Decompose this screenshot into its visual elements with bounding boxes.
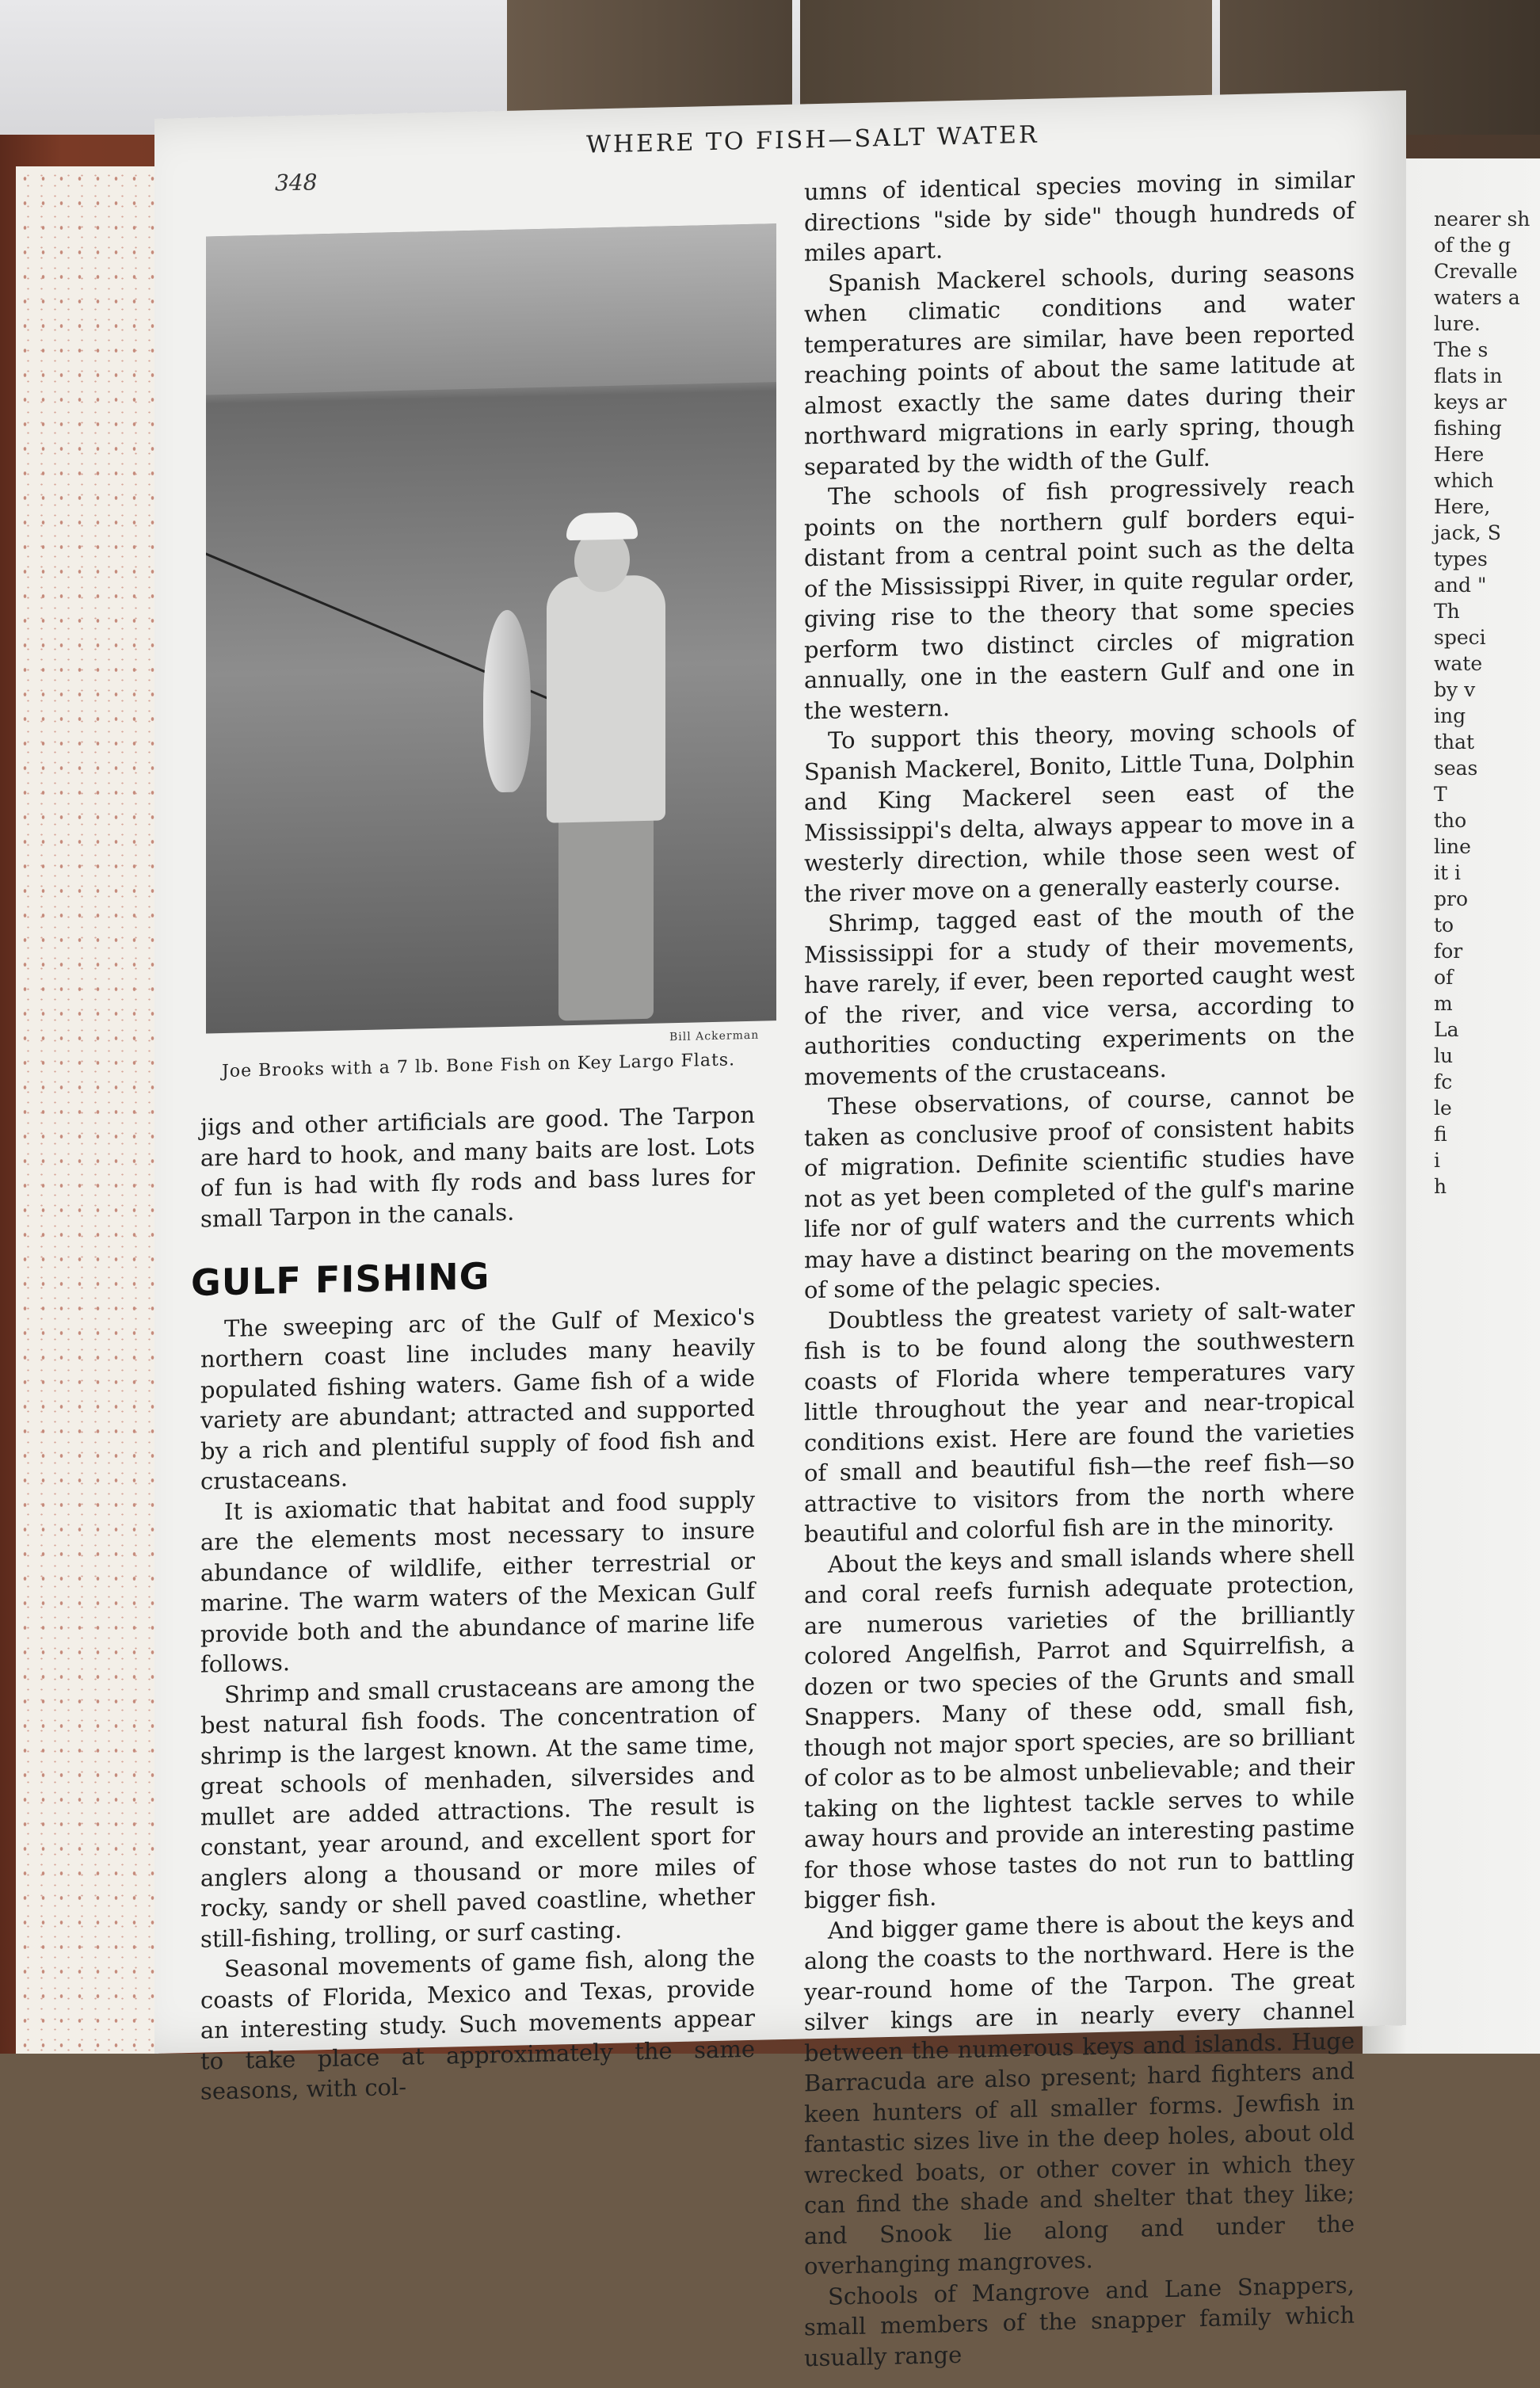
facing-page-line: and " — [1434, 574, 1487, 597]
speckled-page-edge — [16, 166, 158, 2054]
facing-page-line: Th — [1434, 600, 1460, 623]
facing-page-line: fc — [1434, 1070, 1453, 1093]
facing-page-line: that — [1434, 731, 1475, 753]
facing-page-line: it i — [1434, 861, 1461, 884]
facing-page-line: to — [1434, 914, 1454, 937]
facing-page-line: The s — [1434, 338, 1489, 361]
right-column — [804, 165, 1355, 2374]
facing-page-line: which — [1434, 469, 1494, 492]
facing-page-line: jack, S — [1434, 521, 1501, 544]
paragraph: Seasonal movements of game fish, along the coasts of Florida, Mexico and Texas, provide an interesting study. Such movements appear to take place at approximately the same seasons, with col- — [200, 1943, 755, 2105]
facing-page-line: fi — [1434, 1123, 1447, 1146]
facing-page-line: pro — [1434, 887, 1469, 910]
facing-page-line: Here — [1434, 443, 1485, 466]
paragraph: Shrimp and small crustaceans are among the best natural fish foods. The concentration of shrimp is the largest known. At the same time, great schools of menhaden, silversides and mullet are added attractions. The result is constant, year around, and excellent sport for anglers along a thousand or more miles of rocky, sandy or shell paved coastline, whether still-fishing, trolling, or surf casting. — [200, 1669, 755, 1953]
photograph — [206, 223, 776, 1033]
continued-paragraph: umns of identical species moving in similar directions "side by side" though hundreds of miles apart. — [804, 166, 1355, 267]
bonefish — [483, 609, 531, 792]
facing-page-line: nearer sh — [1434, 208, 1530, 231]
paragraph: These observations, of course, cannot be taken as conclusive proof of consistent habits of migration. Definite scientific studies have not as yet been completed of the gulf's marine life nor of gulf waters and the currents which may have a distinct bearing on the movements of some of the pelagic species. — [804, 1081, 1355, 1304]
running-head: WHERE TO FISH—SALT WATER — [586, 120, 1039, 159]
facing-page-text — [1434, 206, 1540, 1200]
facing-page-line: by v — [1434, 678, 1476, 701]
photo-sky — [206, 223, 776, 395]
facing-page-line: T — [1434, 783, 1447, 806]
angler-waders — [558, 813, 654, 1021]
facing-page-line: of the g — [1434, 234, 1511, 257]
paragraph: Shrimp, tagged east of the mouth of the Mississippi for a study of their movements, have rarely, if ever, been reported caught west of the river, and vice versa, according to authorities conducting experiments on the movements of the crustaceans. — [804, 898, 1355, 1090]
photo-caption: Joe Brooks with a 7 lb. Bone Fish on Key Largo Flats. — [222, 1050, 736, 1082]
facing-page-line: lu — [1434, 1044, 1454, 1067]
facing-page-line: keys ar — [1434, 391, 1507, 414]
angler-cap — [566, 512, 638, 540]
continued-paragraph: jigs and other artificials are good. The Tarpon are hard to hook, and many baits are lost. Lots of fun is had with fly rods and bass lures for small Tarpon in the canals. — [200, 1101, 755, 1233]
facing-page-line: types — [1434, 547, 1488, 570]
facing-page-line: h — [1434, 1175, 1447, 1198]
facing-page-line: lure. — [1434, 312, 1481, 335]
paragraph: To support this theory, moving schools of Spanish Mackerel, Bonito, Little Tuna, Dolphin and King Mackerel seen east of the Mississippi's delta, always appear to move in a westerly direction, while those seen west of the river move on a generally easterly course. — [804, 715, 1355, 907]
facing-page-line: Crevalle — [1434, 260, 1518, 283]
facing-page-line: m — [1434, 992, 1453, 1015]
facing-page-line: ing — [1434, 704, 1466, 727]
paragraph: Doubtless the greatest variety of salt-water fish is to be found along the southwestern coasts of Florida where temperatures vary little throughout the year and near-tropical conditions exist. Here are found the varieties of small and beautiful fish—the reef fish—so attractive to visitors from the north where beautiful and colorful fish are in the minority. — [804, 1295, 1355, 1548]
facing-page-line: La — [1434, 1018, 1459, 1041]
facing-page-line: tho — [1434, 809, 1467, 832]
angler-body — [547, 574, 665, 822]
paragraph: It is axiomatic that habitat and food supply are the elements most necessary to insure abundance of wildlife, either terrestrial or marine. The warm waters of the Mexican Gulf provide both and the abundance of marine life follows. — [200, 1486, 755, 1678]
facing-page-line: seas — [1434, 757, 1478, 780]
facing-page-line: waters a — [1434, 286, 1520, 309]
facing-page-line: of — [1434, 966, 1454, 989]
paragraph: The schools of fish progressively reach points on the northern gulf borders equi-distant from a central point such as the delta of the Mississippi River, in quite regular order, giving rise to the theory that some species perform two distinct circles of migration annually, one in the eastern Gulf and one in the western. — [804, 471, 1355, 724]
paragraph: And bigger game there is about the keys and along the coasts to the northward. Here is the year-round home of the Tarpon. The great silver kings are in nearly every channel between the numerous keys and islands. Huge Barracuda are also present; hard fighters and keen hunters of all smaller forms. Jewfish in fantastic sizes live in the deep holes, about old wrecked boats, or other cover in which they can find the shade and shelter that they like; and Snook lie along and under the overhanging mangroves. — [804, 1905, 1355, 2280]
paragraph: Spanish Mackerel schools, during seasons when climatic conditions and water temperatures are similar, have been reported reaching points of about the same latitude at almost exactly the same dates during their northward migrations in early spring, though separated by the width of the Gulf. — [804, 257, 1355, 480]
facing-page-line: le — [1434, 1097, 1452, 1120]
left-column — [191, 1100, 755, 2107]
facing-page-line: Here, — [1434, 495, 1491, 518]
photo-credit: Bill Ackerman — [669, 1028, 760, 1044]
paragraph: Schools of Mangrove and Lane Snappers, small members of the snapper family which usually range — [804, 2271, 1355, 2371]
facing-page-line: flats in — [1434, 364, 1503, 387]
facing-page-line: i — [1434, 1149, 1440, 1172]
page-number: 348 — [275, 169, 318, 196]
facing-page-line: speci — [1434, 626, 1486, 649]
facing-page-line: fishing — [1434, 417, 1502, 440]
paragraph: About the keys and small islands where shell and coral reefs furnish adequate protection, are numerous varieties of the brilliantly colored Angelfish, Parrot and Squirrelfish, a dozen or two species of the Grunts and small Snappers. Many of these odd, small fish, though not major sport species, are so brilliant of color as to be almost unbelievable; and their taking on the lightest tackle serves to while away hours and provide an interesting pastime for those whose tastes do not run to battling bigger fish. — [804, 1539, 1355, 1914]
facing-page-line: line — [1434, 835, 1471, 858]
facing-page-line: wate — [1434, 652, 1483, 675]
book-page — [154, 90, 1406, 2371]
section-heading: GULF FISHING — [191, 1254, 490, 1304]
facing-page-line: for — [1434, 940, 1463, 963]
paragraph: The sweeping arc of the Gulf of Mexico's northern coast line includes many heavily populated fishing waters. Game fish of a wide variety are abundant; attracted and supported by a rich and plentiful supply of food fish and crustaceans. — [200, 1303, 755, 1495]
